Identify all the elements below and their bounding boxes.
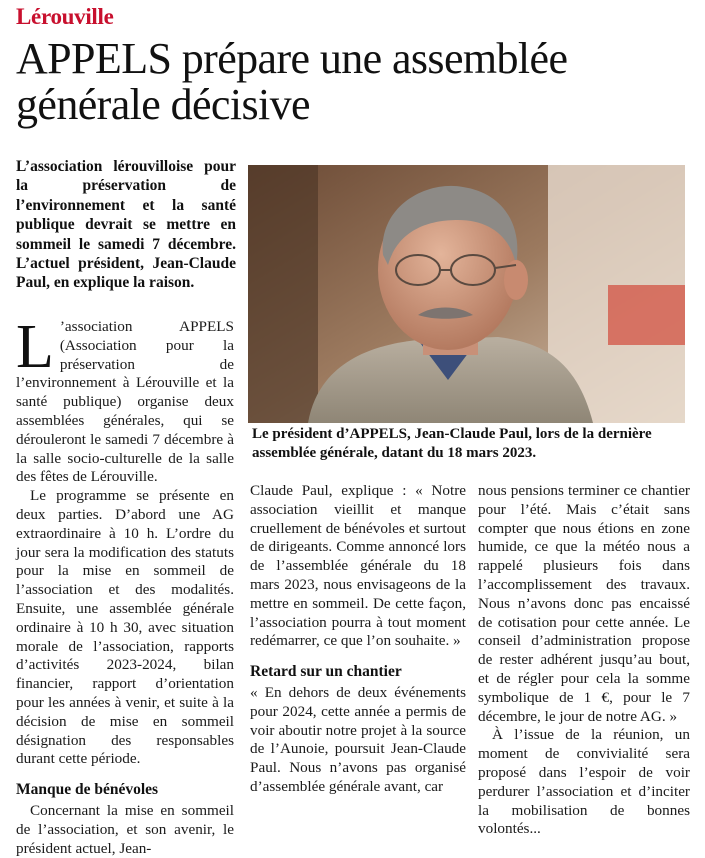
article-paragraph: Le programme se présente en deux parties. D’abord une AG extraordinaire à 10 h. L’ordre du jour sera la modification des statuts pour la mise en sommeil de l’association et des modalités. Ensuite, une assemblée générale ordinaire à 10 h 30, avec situation morale de l’association, rapports d’activités 2023-2024, bilan financier, rapport d’orientation pour les années à venir, et suite à la décision de mise en sommeil désignation des responsables durant cette période. [16, 487, 234, 768]
drop-cap: L [16, 313, 54, 381]
section-kicker: Lérouville [16, 4, 114, 29]
subheading: Retard sur un chantier [250, 663, 402, 681]
article-column-1 [16, 313, 234, 858]
article-paragraph [16, 313, 234, 487]
article-paragraph: Concernant la mise en sommeil de l’association, et son avenir, le président actuel, Jean- [16, 801, 234, 857]
article-paragraph: À l’issue de la réunion, un moment de convivialité sera proposé dans l’espoir de voir perdurer l’association et d’inciter la mobilisation de bonnes volontés... [478, 726, 690, 838]
article-column-3 [478, 482, 690, 839]
article-paragraph: « En dehors de deux événements pour 2024, cette année a permis de voir aboutir notre projet à la source de l’Aunoie, poursuit Jean-Claude Paul. Nous n’avons pas organisé d’assemblée générale avant, car [250, 683, 466, 795]
portrait-photo-icon [248, 165, 685, 423]
article-standfirst: L’association lérouvilloise pour la préservation de l’environnement et la santé publique devrait se mettre en sommeil le samedi 7 décembre. L’actuel président, Jean-Claude Paul, en explique la raison. [16, 158, 236, 292]
article-paragraph: Claude Paul, explique : « Notre association vieillit et manque cruellement de bénévoles et surtout de dirigeants. Comme annoncé lors de l’assemblée générale du 18 mars 2023, nous envisageons de la mettre en sommeil. De cette façon, l’association pourra à tout moment redémarrer, ce que l’on souhaite. » [250, 482, 466, 650]
photo-caption: Le président d’APPELS, Jean-Claude Paul, lors de la dernière assemblée générale, datant du 18 mars 2023. [252, 426, 652, 461]
article-paragraph: nous pensions terminer ce chantier pour l’été. Mais c’était sans compter que nous étions en zone humide, ce que la météo nous a rappelé plusieurs fois dans l’accomplissement des travaux. Nous n’avons donc pas encaissé de cotisation pour cette année. Le conseil d’administration propose de rester adhérent jusqu’au bout, et de régler pour cela la somme symbolique de 1 €, pour le 7 décembre, le jour de notre AG. » [478, 482, 690, 725]
subheading: Manque de bénévoles [16, 781, 159, 799]
article-column-2 [250, 482, 466, 797]
article-photo [248, 165, 685, 423]
article-headline: APPELS prépare une assemblée générale décisive [16, 34, 568, 129]
article-paragraph-text: ’association APPELS (Association pour la préservation de l’environnement à Lérouville et la santé publique) organise deux assemblées générales, qui se dérouleront le samedi 7 décembre à la salle socio-culturelle de la salle des fêtes de Lérouville. [16, 318, 234, 486]
